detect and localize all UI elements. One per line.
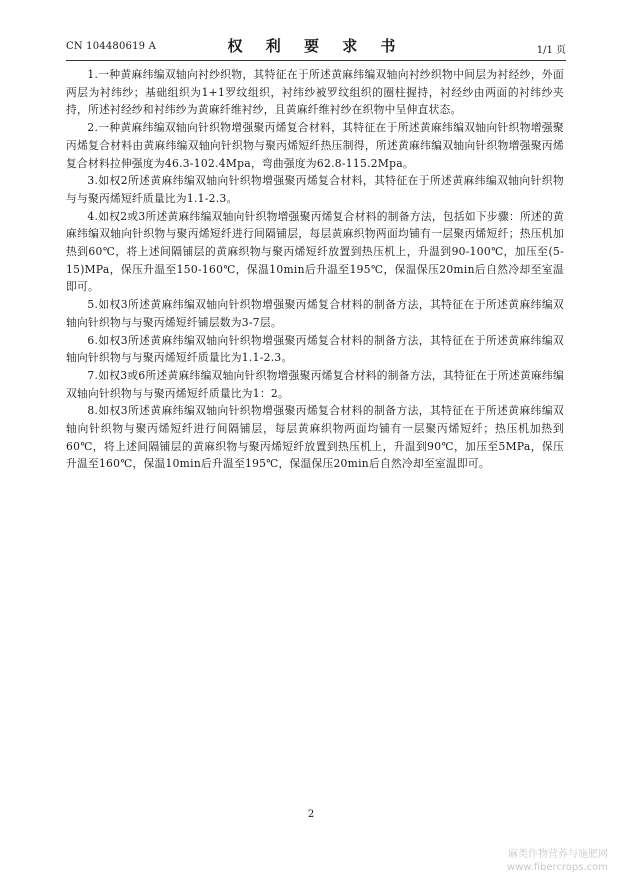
page-number: 2 xyxy=(307,809,315,820)
watermark-url: www.fibercrops.com xyxy=(506,862,608,873)
claim-1: 1.一种黄麻纬编双轴向衬纱织物，其特征在于所述黄麻纬编双轴向衬纱织物中间层为衬经纱，外面两层为衬纬纱；基础组织为1+1罗纹组织，衬纬纱被罗纹组织的圈柱握持，衬经纱由两面的衬纬纱夹持，所述衬经纱和衬纬纱为黄麻纤维衬纱，且黄麻纤维衬纱在织物中呈伸直状态。 xyxy=(66,68,564,117)
header-divider xyxy=(66,60,566,61)
watermark-site-name: 麻类作物营养与施肥网 xyxy=(508,849,608,860)
watermark xyxy=(507,848,608,874)
claim-7: 7.如权3或6所述黄麻纬编双轴向针织物增强聚丙烯复合材料的制备方法，其特征在于所述黄麻纬编双轴向针织物与与聚丙烯短纤质量比为1：2。 xyxy=(66,368,564,400)
page-count: 1/1 页 xyxy=(536,45,566,56)
claim-6: 6.如权3所述黄麻纬编双轴向针织物增强聚丙烯复合材料的制备方法，其特征在于所述黄麻纬编双轴向针织物与与聚丙烯短纤质量比为1.1-2.3。 xyxy=(66,333,564,365)
claim-5: 5.如权3所述黄麻纬编双轴向针织物增强聚丙烯复合材料的制备方法，其特征在于所述黄麻纬编双轴向针织物与与聚丙烯短纤铺层数为3-7层。 xyxy=(66,298,564,329)
page-title: 权 利 要 求 书 xyxy=(227,37,405,55)
publication-number: CN 104480619 A xyxy=(66,41,157,52)
document-header xyxy=(66,33,566,57)
claim-2: 2.一种黄麻纬编双轴向针织物增强聚丙烯复合材料，其特征在于所述黄麻纬编双轴向针织物增强聚丙烯复合材料由黄麻纬编双轴向针织物与聚丙烯短纤热压制得，所述黄麻纬编双轴向针织物增强聚丙烯复合材料拉伸强度为46.3-102.4Mpa，弯曲强度为62.8-115.2Mpa。 xyxy=(66,121,564,170)
claims-body xyxy=(66,66,564,473)
claim-3: 3.如权2所述黄麻纬编双轴向针织物增强聚丙烯复合材料，其特征在于所述黄麻纬编双轴向针织物与与聚丙烯短纤质量比为1.1-2.3。 xyxy=(66,174,564,205)
claim-8: 8.如权3所述黄麻纬编双轴向针织物增强聚丙烯复合材料的制备方法，其特征在于所述黄麻纬编双轴向针织物与聚丙烯短纤进行间隔铺层，每层黄麻织物两面均铺有一层聚丙烯短纤；热压机加热到60℃，将上述间隔铺层的黄麻织物与聚丙烯短纤放置到热压机上，升温到90℃，加压至5MPa，保压升温至160℃，保温10min后升温至195℃，保温保压20min后自然冷却至室温即可。 xyxy=(66,404,564,471)
claim-4: 4.如权2或3所述黄麻纬编双轴向针织物增强聚丙烯复合材料的制备方法，包括如下步骤：所述的黄麻纬编双轴向针织物与聚丙烯短纤进行间隔铺层，每层黄麻织物两面均铺有一层聚丙烯短纤；热压机加热到60℃，将上述间隔铺层的黄麻织物与聚丙烯短纤放置到热压机上，升温到90-100℃，加压至(5-15)MPa，保压升温至150-160℃，保温10min后升温至195℃，保温保压20min后自然冷却至室温即可。 xyxy=(66,209,564,294)
